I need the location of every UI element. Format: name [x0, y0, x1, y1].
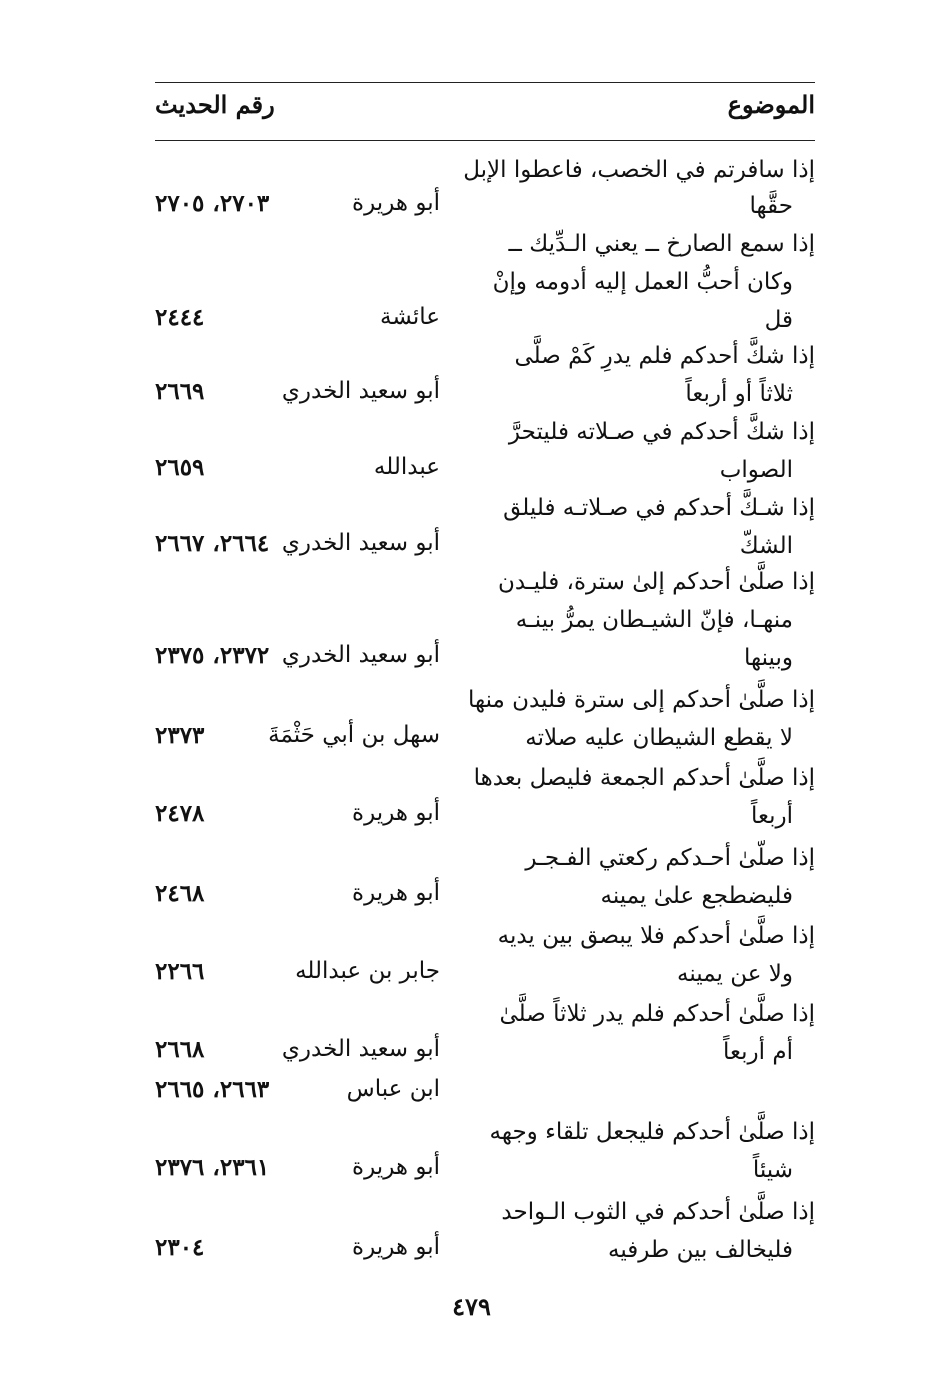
- entry-narrator: أبو سعيد الخدري: [281, 378, 440, 404]
- entry-hadith-numbers: ٢٦٦٩: [155, 378, 205, 405]
- entry-narrator: أبو سعيد الخدري: [281, 530, 440, 556]
- entry-topic-line: إذا سمع الصارخ ــ يعني الـدِّيك ــ: [508, 231, 815, 257]
- entry-narrator: أبو سعيد الخدري: [281, 1036, 440, 1062]
- entry-hadith-numbers: ٢٤٦٨: [155, 880, 205, 907]
- entry-hadith-numbers: ٢٤٧٨: [155, 800, 205, 827]
- entry-topic-line: إذا صلَّىٰ أحدكم إلىٰ سترة، فليـدن: [497, 569, 815, 595]
- entry-hadith-numbers: ٢٤٤٤: [155, 304, 205, 331]
- entry-narrator: سهل بن أبي حَثْمَةَ: [268, 722, 440, 748]
- entry-hadith-numbers: ٢٧٠٣، ٢٧٠٥: [155, 190, 270, 217]
- entry-topic-line: إذا شكَّ أحدكم في صـلاته فليتحرَّ: [508, 419, 815, 445]
- entry-hadith-numbers: ٢٦٦٤، ٢٦٦٧: [155, 530, 270, 557]
- entry-topic-line: إذا صلَّىٰ أحدكم إلى سترة فليدن منها: [467, 687, 815, 713]
- entry-topic-line: لا يقطع الشيطان عليه صلاته: [525, 725, 793, 751]
- entry-narrator: أبو هريرة: [352, 1154, 440, 1180]
- entry-topic-line: وكان أحبُّ العمل إليه أدومه وإنْ: [492, 269, 793, 295]
- entry-topic-line: إذا صلَّىٰ أحدكم فلم يدر ثلاثاً صلَّىٰ: [499, 1001, 815, 1027]
- entry-narrator: أبو هريرة: [352, 880, 440, 906]
- entry-hadith-numbers: ٢٦٦٣، ٢٦٦٥: [155, 1076, 270, 1103]
- top-rule: [155, 82, 815, 83]
- entry-topic-line: إذا صلَّىٰ أحدكم فليجعل تلقاء وجهه: [489, 1119, 815, 1145]
- entry-hadith-numbers: ٢٦٥٩: [155, 454, 205, 481]
- entry-topic-line: إذا صلَّىٰ أحدكم الجمعة فليصل بعدها: [473, 765, 815, 791]
- column-header-topic: الموضوع: [727, 90, 815, 119]
- entry-topic-line: أم أربعاً: [723, 1039, 793, 1065]
- entry-topic-line: منهـا، فإنّ الشيـطان يمرُّ بينـه: [515, 607, 793, 633]
- entry-topic-line: إذا صلّىٰ أحـدكم ركعتي الفـجـر: [525, 845, 815, 871]
- entry-hadith-numbers: ٢٣٧٢، ٢٣٧٥: [155, 642, 270, 669]
- entry-topic-line: إذا شكَّ أحدكم فلم يدرِ كَمْ صلَّى: [514, 343, 815, 369]
- entry-topic-line: فليخالف بين طرفيه: [608, 1237, 793, 1263]
- entry-topic-line: فليضطجع علىٰ يمينه: [600, 883, 793, 909]
- entry-narrator: أبو سعيد الخدري: [281, 642, 440, 668]
- entry-topic-line: ولا عن يمينه: [677, 961, 793, 987]
- entry-topic-line: حقَّها: [749, 193, 793, 219]
- entry-topic-line: إذا صلَّىٰ أحدكم فلا يبصق بين يديه: [497, 923, 815, 949]
- entry-topic-line: إذا صلَّىٰ أحدكم في الثوب الـواحد: [501, 1199, 815, 1225]
- entry-topic-line: قل: [764, 307, 793, 333]
- column-header-hadith-number: رقم الحديث: [155, 90, 275, 119]
- entry-topic-line: إذا شـكَّ أحدكم في صـلاتـه فليلق: [503, 495, 815, 521]
- entry-narrator: أبو هريرة: [352, 800, 440, 826]
- entry-hadith-numbers: ٢٣٠٤: [155, 1234, 205, 1261]
- entry-narrator: أبو هريرة: [352, 1234, 440, 1260]
- entry-topic-line: الصواب: [719, 457, 793, 483]
- entry-topic-line: شيئاً: [752, 1157, 793, 1183]
- entry-hadith-numbers: ٢٣٦١، ٢٣٧٦: [155, 1154, 270, 1181]
- entry-hadith-numbers: ٢٢٦٦: [155, 958, 205, 985]
- entry-narrator: ابن عباس: [346, 1076, 440, 1102]
- header-rule: [155, 140, 815, 141]
- entry-narrator: عبدالله: [373, 454, 440, 480]
- entry-hadith-numbers: ٢٦٦٨: [155, 1036, 205, 1063]
- entry-narrator: عائشة: [380, 304, 440, 330]
- entry-hadith-numbers: ٢٣٧٣: [155, 722, 205, 749]
- entry-topic-line: أربعاً: [750, 803, 793, 829]
- entry-topic-line: ثلاثاً أو أربعاً: [685, 381, 793, 407]
- entry-topic-line: الشكّ: [739, 533, 793, 559]
- entry-topic-line: إذا سافرتم في الخصب، فاعطوا الإبل: [463, 157, 815, 183]
- entry-narrator: جابر بن عبدالله: [295, 958, 440, 984]
- entry-topic-line: وبينها: [744, 645, 793, 671]
- entry-narrator: أبو هريرة: [352, 190, 440, 216]
- page-number: ٤٧٩: [452, 1292, 491, 1321]
